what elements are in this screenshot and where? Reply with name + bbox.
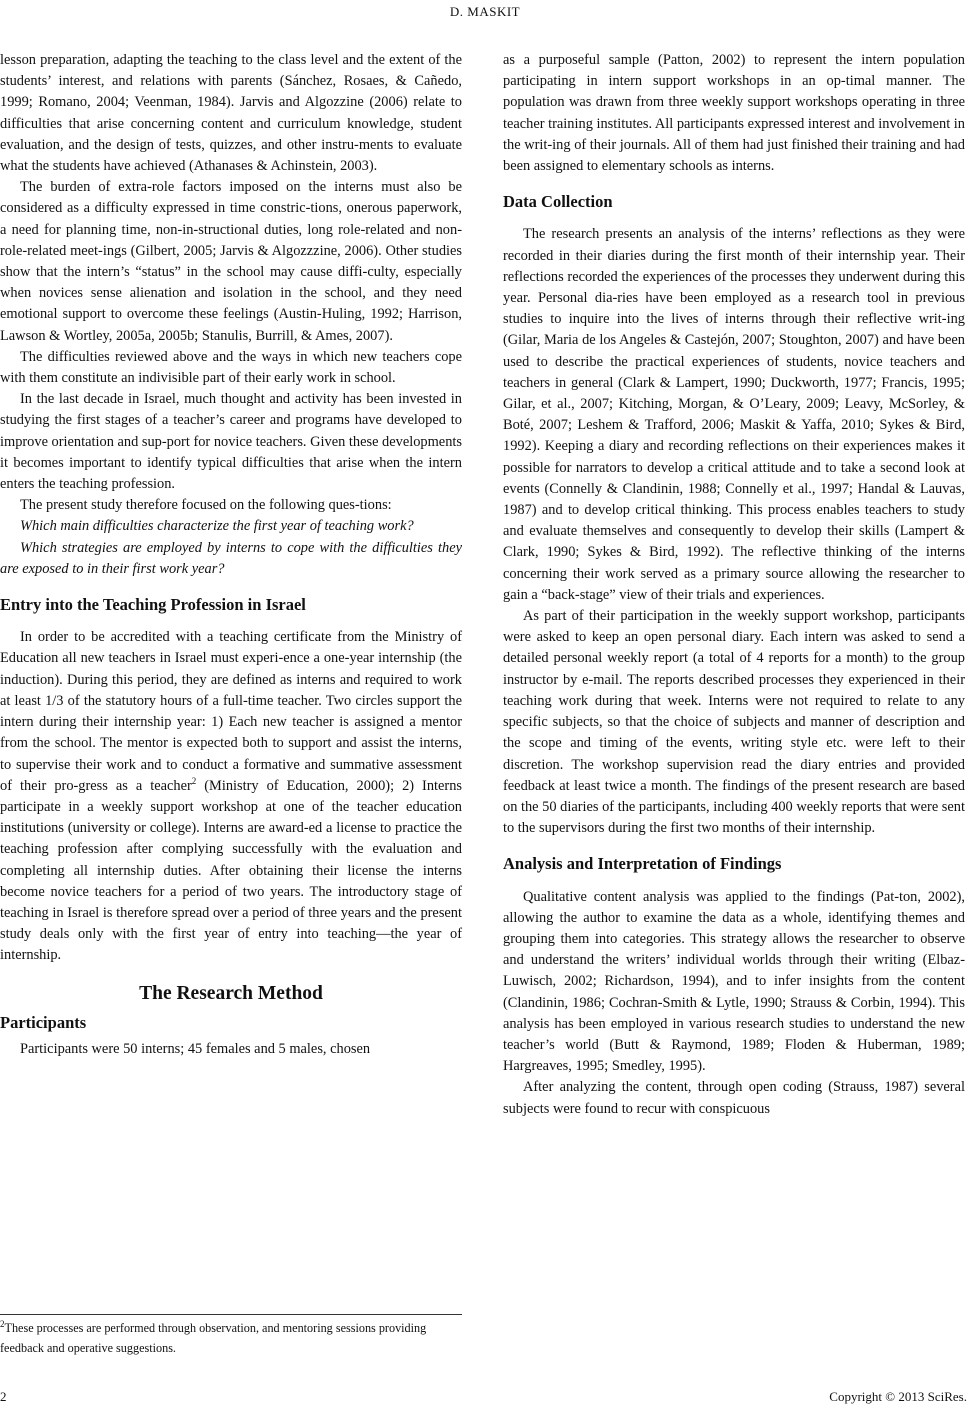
research-question: Which strategies are employed by interns to cope with the difficulties they are exposed to in their first work year? [0, 539, 462, 577]
section-heading: The Research Method [139, 982, 323, 1004]
footnote-divider [0, 1314, 462, 1315]
footnote [0, 1318, 462, 1358]
right-column [503, 50, 965, 1120]
paragraph: Participants were 50 interns; 45 females and 5 males, chosen [20, 1040, 371, 1057]
paragraph: The difficulties reviewed above and the ways in which new teachers cope with them constitute an indivisible part of their early work in school. [0, 348, 462, 387]
paragraph: The present study therefore focused on the following ques-tions: [20, 497, 392, 514]
paragraph [0, 627, 462, 966]
running-head: D. MASKIT [449, 4, 521, 19]
left-column [0, 50, 462, 1060]
paragraph: The research presents an analysis of the interns’ reflections as they were recorded in their diaries during the first month of their internship year. Their reflections recorded the experiences of the processes they underwent during this year. Personal dia-ries have been employed as a research tool in previous studies to inquire into the lives of interns through their reflective writ-ing (Gilar, Maria de los Angeles & Castejón, 2007; Stoughton, 2007) and have been used to describe the practical experiences of students, novice teachers and teachers in general (Clark & Lampert, 1990; Duckworth, 1977; Francis, 1995; Gilar, et al., 2007; Kitching, Morgan, & O’Leary, 2009; Leavy, McSorley, & Boté, 2007; Leshem & Trafford, 2006; Maskit & Yaffa, 2010; Sykes & Bird, 1992). Keeping a diary and recording reflections on their experiences makes it possible for narrators to develop a critical attitude and to take a second look at events (Connelly & Clandinin, 1988; Connelly et al., 1997; Handal & Lauvas, 1987) and to develop critical thinking. This process enables teachers to study and evaluate themselves and consequently to develop their skills (Lampert & Clark, 1990; Sykes & Bird, 1992). The reflective thinking of the interns concerning their work served as a primary source allowing the researcher to gain a “back-stage” view of their trials and experiences. [503, 226, 965, 603]
paragraph: lesson preparation, adapting the teaching to the class level and the extent of the students’ interest, and relations with parents (Sánchez, Rosaes, & Cañedo, 1999; Romano, 2004; Veenman, 1984). Jarvis and Algozzine (2006) relate to difficulties that arise concerning content and curriculum knowledge, student evaluation, and the design of tests, quizzes, and other instru-ments to evaluate what the students have achieved (Athanases & Achinstein, 2003). [0, 52, 462, 175]
section-heading: Entry into the Teaching Profession in Israel [0, 595, 306, 615]
paragraph: In the last decade in Israel, much thought and activity has been invested in studying the first stages of a teacher’s career and programs have developed to improve orientation and sup-port for novice teachers. Given these developments it becomes important to identify typical difficulties that arise when the intern enters the teaching profession. [0, 391, 462, 493]
paragraph: as a purposeful sample (Patton, 2002) to represent the intern population participating in intern support workshops in an op-timal manner. The population was drawn from three weekly support workshops operating in three teacher training institutes. All participants expressed interest and involvement in the writ-ing of their journals. All of them had just finished their training and had been assigned to elementary schools as interns. [503, 52, 965, 175]
paragraph-text: (Ministry of Education, 2000); 2) Interns participate in a weekly support workshop at one of the teacher education institutions (university or college). Interns are award-ed a license to practice the teaching profession after complying successfully with the evaluation and completing all internship duties. After obtaining their license the interns become novice teachers for a period of two years. The introductory stage of teaching in Israel is therefore spread over a period of three years and the present study deals only with the first year of entry into teaching—the year of internship. [0, 777, 462, 964]
paragraph: The burden of extra-role factors imposed on the interns must also be considered as a difficulty expressed in time constric-tions, onerous paperwork, a need for planning time, non-in-structional duties, long role-related and non-role-related meet-ings (Gilbert, 2005; Jarvis & Algozzzine, 2006). Other studies show that the intern’s “status” in the school may cause diffi-culty, especially when novices sense alienation and isolation in the school, and they need emotional support to overcome these feelings (Austin-Huling, 1992; Harrison, Lawson & Wortley, 2005a, 2005b; Stanulis, Burrill, & Ames, 2007). [0, 179, 462, 344]
paragraph: After analyzing the content, through open coding (Strauss, 1987) several subjects were found to recur with conspicuous [503, 1079, 965, 1117]
footnote-number: 2 [0, 1318, 5, 1329]
copyright: Copyright © 2013 SciRes. [829, 1389, 967, 1404]
research-question: Which main difficulties characterize the first year of teaching work? [20, 518, 414, 535]
section-heading: Data Collection [503, 192, 613, 212]
subsection-heading: Participants [0, 1012, 87, 1032]
footnote-marker: 2 [191, 775, 197, 786]
paragraph-text: In order to be accredited with a teaching certificate from the Ministry of Education all new teachers in Israel must experi-ence a one-year internship (the induction). During this period, they are defined as interns and required to work at least 1/3 of the statutory hours of a full-time teacher. Two circles support the intern during their internship year: 1) Each new teacher is assigned a mentor from the school. The mentor is expected both to support and assist the interns, to supervise their work and to conduct a formative and summative assessment of their pro-gress as a teacher [0, 629, 462, 794]
page-number: 2 [0, 1389, 7, 1404]
footnote-text: These processes are performed through observation, and mentoring sessions providing feedback and operative suggestions. [0, 1321, 427, 1355]
paragraph: Qualitative content analysis was applied to the findings (Pat-ton, 2002), allowing the author to examine the data as a whole, identifying themes and grouping them into categories. This strategy allows the researcher to observe and understand the writers’ individual worlds through their writing (Elbaz-Luwisch, 2002; Richardson, 1994), and to infer insights from the content (Clandinin, 1986; Cochran-Smith & Lytle, 1990; Strauss & Corbin, 1994). This analysis has been employed in various research studies to understand the new teacher’s world (Butt & Raymond, 1989; Floden & Huberman, 1989; Hargreaves, 1995; Smedley, 1995). [503, 888, 965, 1075]
paragraph: As part of their participation in the weekly support workshop, participants were asked to keep an open personal diary. Each intern was asked to send a detailed personal weekly report (a total of 4 reports for a month) to the group instructor by e-mail. The reports described processes they experienced in their teaching work during that week. Interns were not required to relate to any specific subjects, so that the choice of subjects and manner of description and the scope and timing of the events, writing style etc. were left to their discretion. The workshop supervision read the diary entries and provided feedback at least twice a month. The findings of the present research are based on the 50 diaries of the participants, including 400 weekly reports that were sent to the supervisors during the first two months of their internship. [503, 608, 965, 837]
section-heading: Analysis and Interpretation of Findings [503, 854, 782, 874]
